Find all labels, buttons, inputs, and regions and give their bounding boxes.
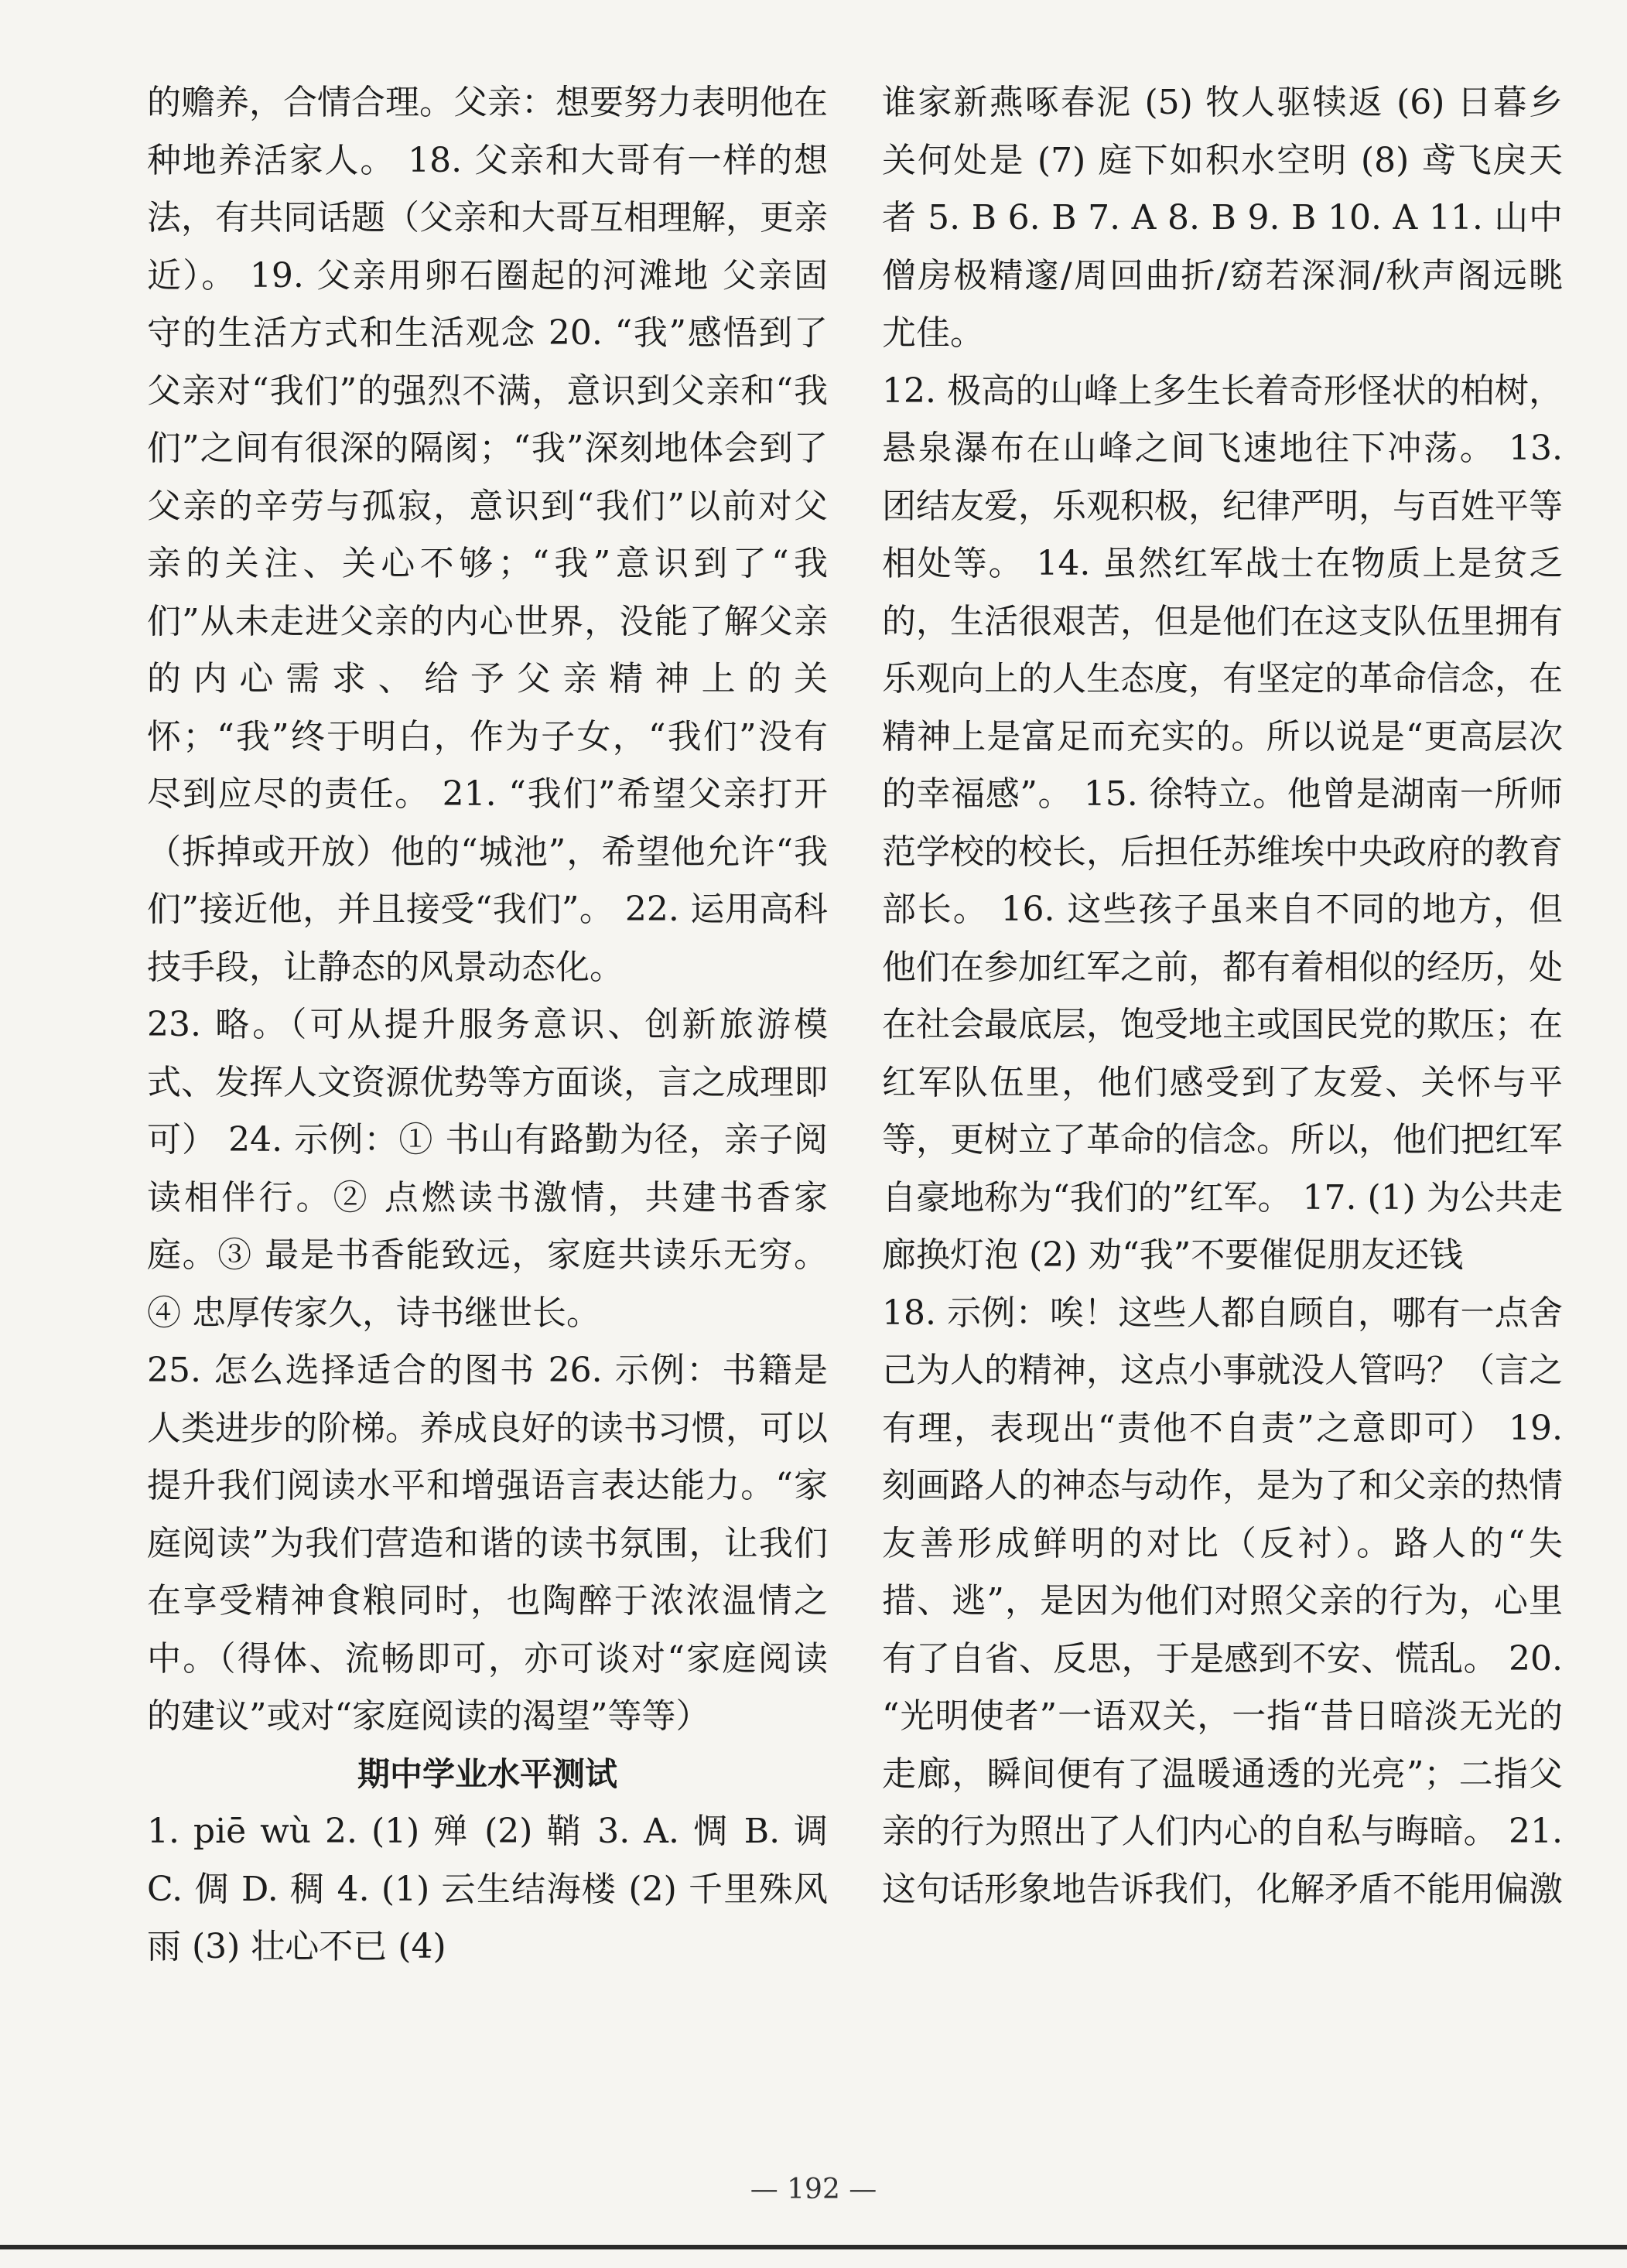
left-paragraph-1: 的赡养，合情合理。父亲：想要努力表明他在种地养活家人。 18. 父亲和大哥有一样的想法，有共同话题（父亲和大哥互相理解，更亲近）。 19. 父亲用卵石圈起的河滩地 父亲固守的生活方式和生活观念 20. “我”感悟到了父亲对“我们”的强烈不满，意识到父亲和“我们”之间有很深的隔阂；“我”深刻地体会到了父亲的辛劳与孤寂，意识到“我们”以前对父亲的关注、关心不够；“我”意识到了“我们”从未走进父亲的内心世界，没能了解父亲的内心需求、给予父亲精神上的关怀；“我”终于明白，作为子女，“我们”没有尽到应尽的责任。 21. “我们”希望父亲打开（拆掉或开放）他的“城池”，希望他允许“我们”接近他，并且接受“我们”。 22. 运用高科技手段，让静态的风景动态化。 <box>147 83 828 987</box>
left-column <box>147 74 828 1976</box>
left-paragraph-3: 25. 怎么选择适合的图书 26. 示例：书籍是人类进步的阶梯。养成良好的读书习惯，可以提升我们阅读水平和增强语言表达能力。“家庭阅读”为我们营造和谐的读书氛围，让我们在享受精神食粮同时，也陶醉于浓浓温情之中。（得体、流畅即可，亦可谈对“家庭阅读的建议”或对“家庭阅读的渴望”等等） <box>147 1351 828 1736</box>
left-paragraph-2: 23. 略。（可从提升服务意识、创新旅游模式、发挥人文资源优势等方面谈，言之成理即可） 24. 示例：① 书山有路勤为径，亲子阅读相伴行。② 点燃读书激情，共建书香家庭。③ 最是书香能致远，家庭共读乐无穷。④ 忠厚传家久，诗书继世长。 <box>147 1005 828 1333</box>
page-number: — 192 — <box>750 2174 877 2205</box>
right-paragraph-2: 12. 极高的山峰上多生长着奇形怪状的柏树，悬泉瀑布在山峰之间飞速地往下冲荡。 13. 团结友爱，乐观积极，纪律严明，与百姓平等相处等。 14. 虽然红军战士在物质上是贫乏的，生活很艰苦，但是他们在这支队伍里拥有乐观向上的人生态度，有坚定的革命信念，在精神上是富足而充实的。所以说是“更高层次的幸福感”。 15. 徐特立。他曾是湖南一所师范学校的校长，后担任苏维埃中央政府的教育部长。 16. 这些孩子虽来自不同的地方，但他们在参加红军之前，都有着相似的经历，处在社会最底层，饱受地主或国民党的欺压；在红军队伍里，他们感受到了友爱、关怀与平等，更树立了革命的信念。所以，他们把红军自豪地称为“我们的”红军。 17. (1) 为公共走廊换灯泡 (2) 劝“我”不要催促朋友还钱 <box>882 371 1563 1275</box>
left-paragraph-4: 1. piē wù 2. (1) 殚 (2) 鞘 3. A. 惆 B. 调 C. 倜 D. 稠 4. (1) 云生结海楼 (2) 千里殊风雨 (3) 壮心不已 (4) <box>147 1812 828 1966</box>
right-paragraph-1: 谁家新燕啄春泥 (5) 牧人驱犊返 (6) 日暮乡关何处是 (7) 庭下如积水空明 (8) 鸢飞戾天者 5. B 6. B 7. A 8. B 9. B 10. A 11. 山中僧房极精邃/周回曲折/窈若深洞/秋声阁远眺尤佳。 <box>882 83 1563 353</box>
section-heading: 期中学业水平测试 <box>357 1754 617 1793</box>
right-paragraph-3: 18. 示例：唉！这些人都自顾自，哪有一点舍己为人的精神，这点小事就没人管吗？（言之有理，表现出“责他不自责”之意即可） 19. 刻画路人的神态与动作，是为了和父亲的热情友善形成鲜明的对比（反衬）。路人的“失措、逃”，是因为他们对照父亲的行为，心里有了自省、反思，于是感到不安、慌乱。 20. “光明使者”一语双关，一指“昔日暗淡无光的走廊，瞬间便有了温暖通透的光亮”；二指父亲的行为照出了人们内心的自私与晦暗。 21. 这句话形象地告诉我们，化解矛盾不能用偏激 <box>882 1293 1563 1909</box>
right-column <box>882 74 1563 1918</box>
bottom-rule <box>0 2245 1627 2249</box>
